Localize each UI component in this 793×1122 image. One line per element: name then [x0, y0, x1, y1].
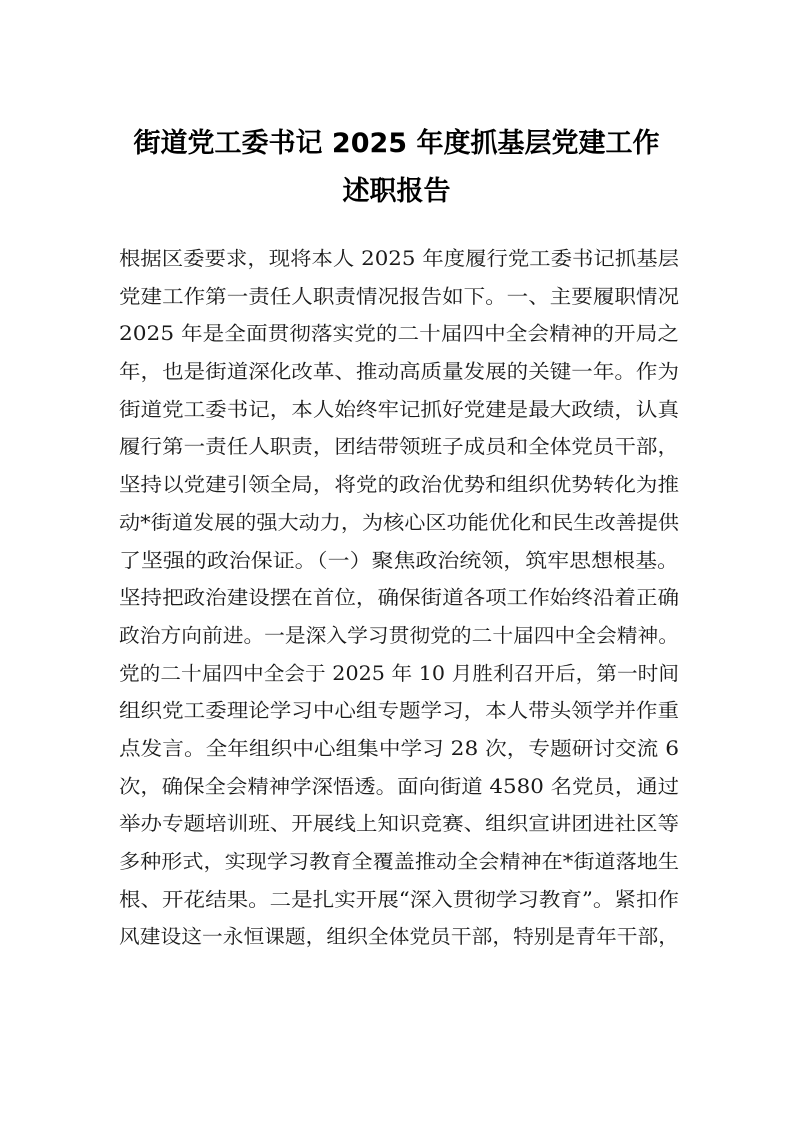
body-line-text: 2025 年是全面贯彻落实党的二十届四中全会精神的开局之 [119, 322, 679, 346]
body-line-text: 动*街道发展的强大动力，为核心区功能优化和民生改善提供 [119, 510, 679, 534]
body-line [119, 278, 679, 316]
body-line [119, 918, 679, 956]
body-line-text: 党建工作第一责任人职责情况报告如下。一、主要履职情况 [119, 284, 679, 308]
body-line-text: 组织党工委理论学习中心组专题学习，本人带头领学并作重 [119, 699, 679, 723]
body-line-text: 年，也是街道深化改革、推动高质量发展的关键一年。作为 [119, 360, 679, 384]
body-line [119, 655, 679, 693]
body-line-text: 点发言。全年组织中心组集中学习 28 次，专题研讨交流 6 [119, 736, 679, 760]
body-line [119, 768, 679, 806]
body-line [119, 805, 679, 843]
body-line [119, 466, 679, 504]
body-line-text: 街道党工委书记，本人始终牢记抓好党建是最大政绩，认真 [119, 397, 679, 421]
body-line-text: 党的二十届四中全会于 2025 年 10 月胜利召开后，第一时间 [119, 661, 679, 685]
document-body [119, 240, 679, 956]
body-line-text: 举办专题培训班、开展线上知识竞赛、组织宣讲团进社区等 [119, 812, 679, 836]
body-line-text: 根据区委要求，现将本人 2025 年度履行党工委书记抓基层 [119, 247, 679, 270]
body-line-text: 坚持以党建引领全局，将党的政治优势和组织优势转化为推 [119, 473, 679, 497]
body-line [119, 730, 679, 768]
body-line [119, 315, 679, 353]
body-line-text: 履行第一责任人职责，团结带领班子成员和全体党员干部， [119, 435, 679, 459]
body-line [119, 881, 679, 919]
body-line-text: 政治方向前进。一是深入学习贯彻党的二十届四中全会精神。 [119, 623, 679, 647]
body-line [119, 843, 679, 881]
body-line-text: 多种形式，实现学习教育全覆盖推动全会精神在*街道落地生 [119, 850, 679, 873]
body-line-text: 坚持把政治建设摆在首位，确保街道各项工作始终沿着正确 [119, 586, 679, 610]
body-line-text: 根、开花结果。二是扎实开展“深入贯彻学习教育”。紧扣作 [119, 887, 679, 911]
body-line [119, 579, 679, 617]
body-line [119, 240, 679, 278]
body-line [119, 692, 679, 730]
body-line-text: 风建设这一永恒课题，组织全体党员干部，特别是青年干部， [119, 925, 679, 949]
body-line [119, 428, 679, 466]
body-line [119, 391, 679, 429]
body-line [119, 617, 679, 655]
body-line-text: 次，确保全会精神学深悟透。面向街道 4580 名党员，通过 [119, 774, 679, 798]
document-title-line-1: 街道党工委书记 2025 年度抓基层党建工作 [133, 128, 660, 159]
body-line [119, 353, 679, 391]
body-line-text: 了坚强的政治保证。（一）聚焦政治统领，筑牢思想根基。 [119, 548, 679, 572]
document-title-line-2: 述职报告 [342, 176, 451, 207]
body-line [119, 542, 679, 580]
body-line [119, 504, 679, 542]
